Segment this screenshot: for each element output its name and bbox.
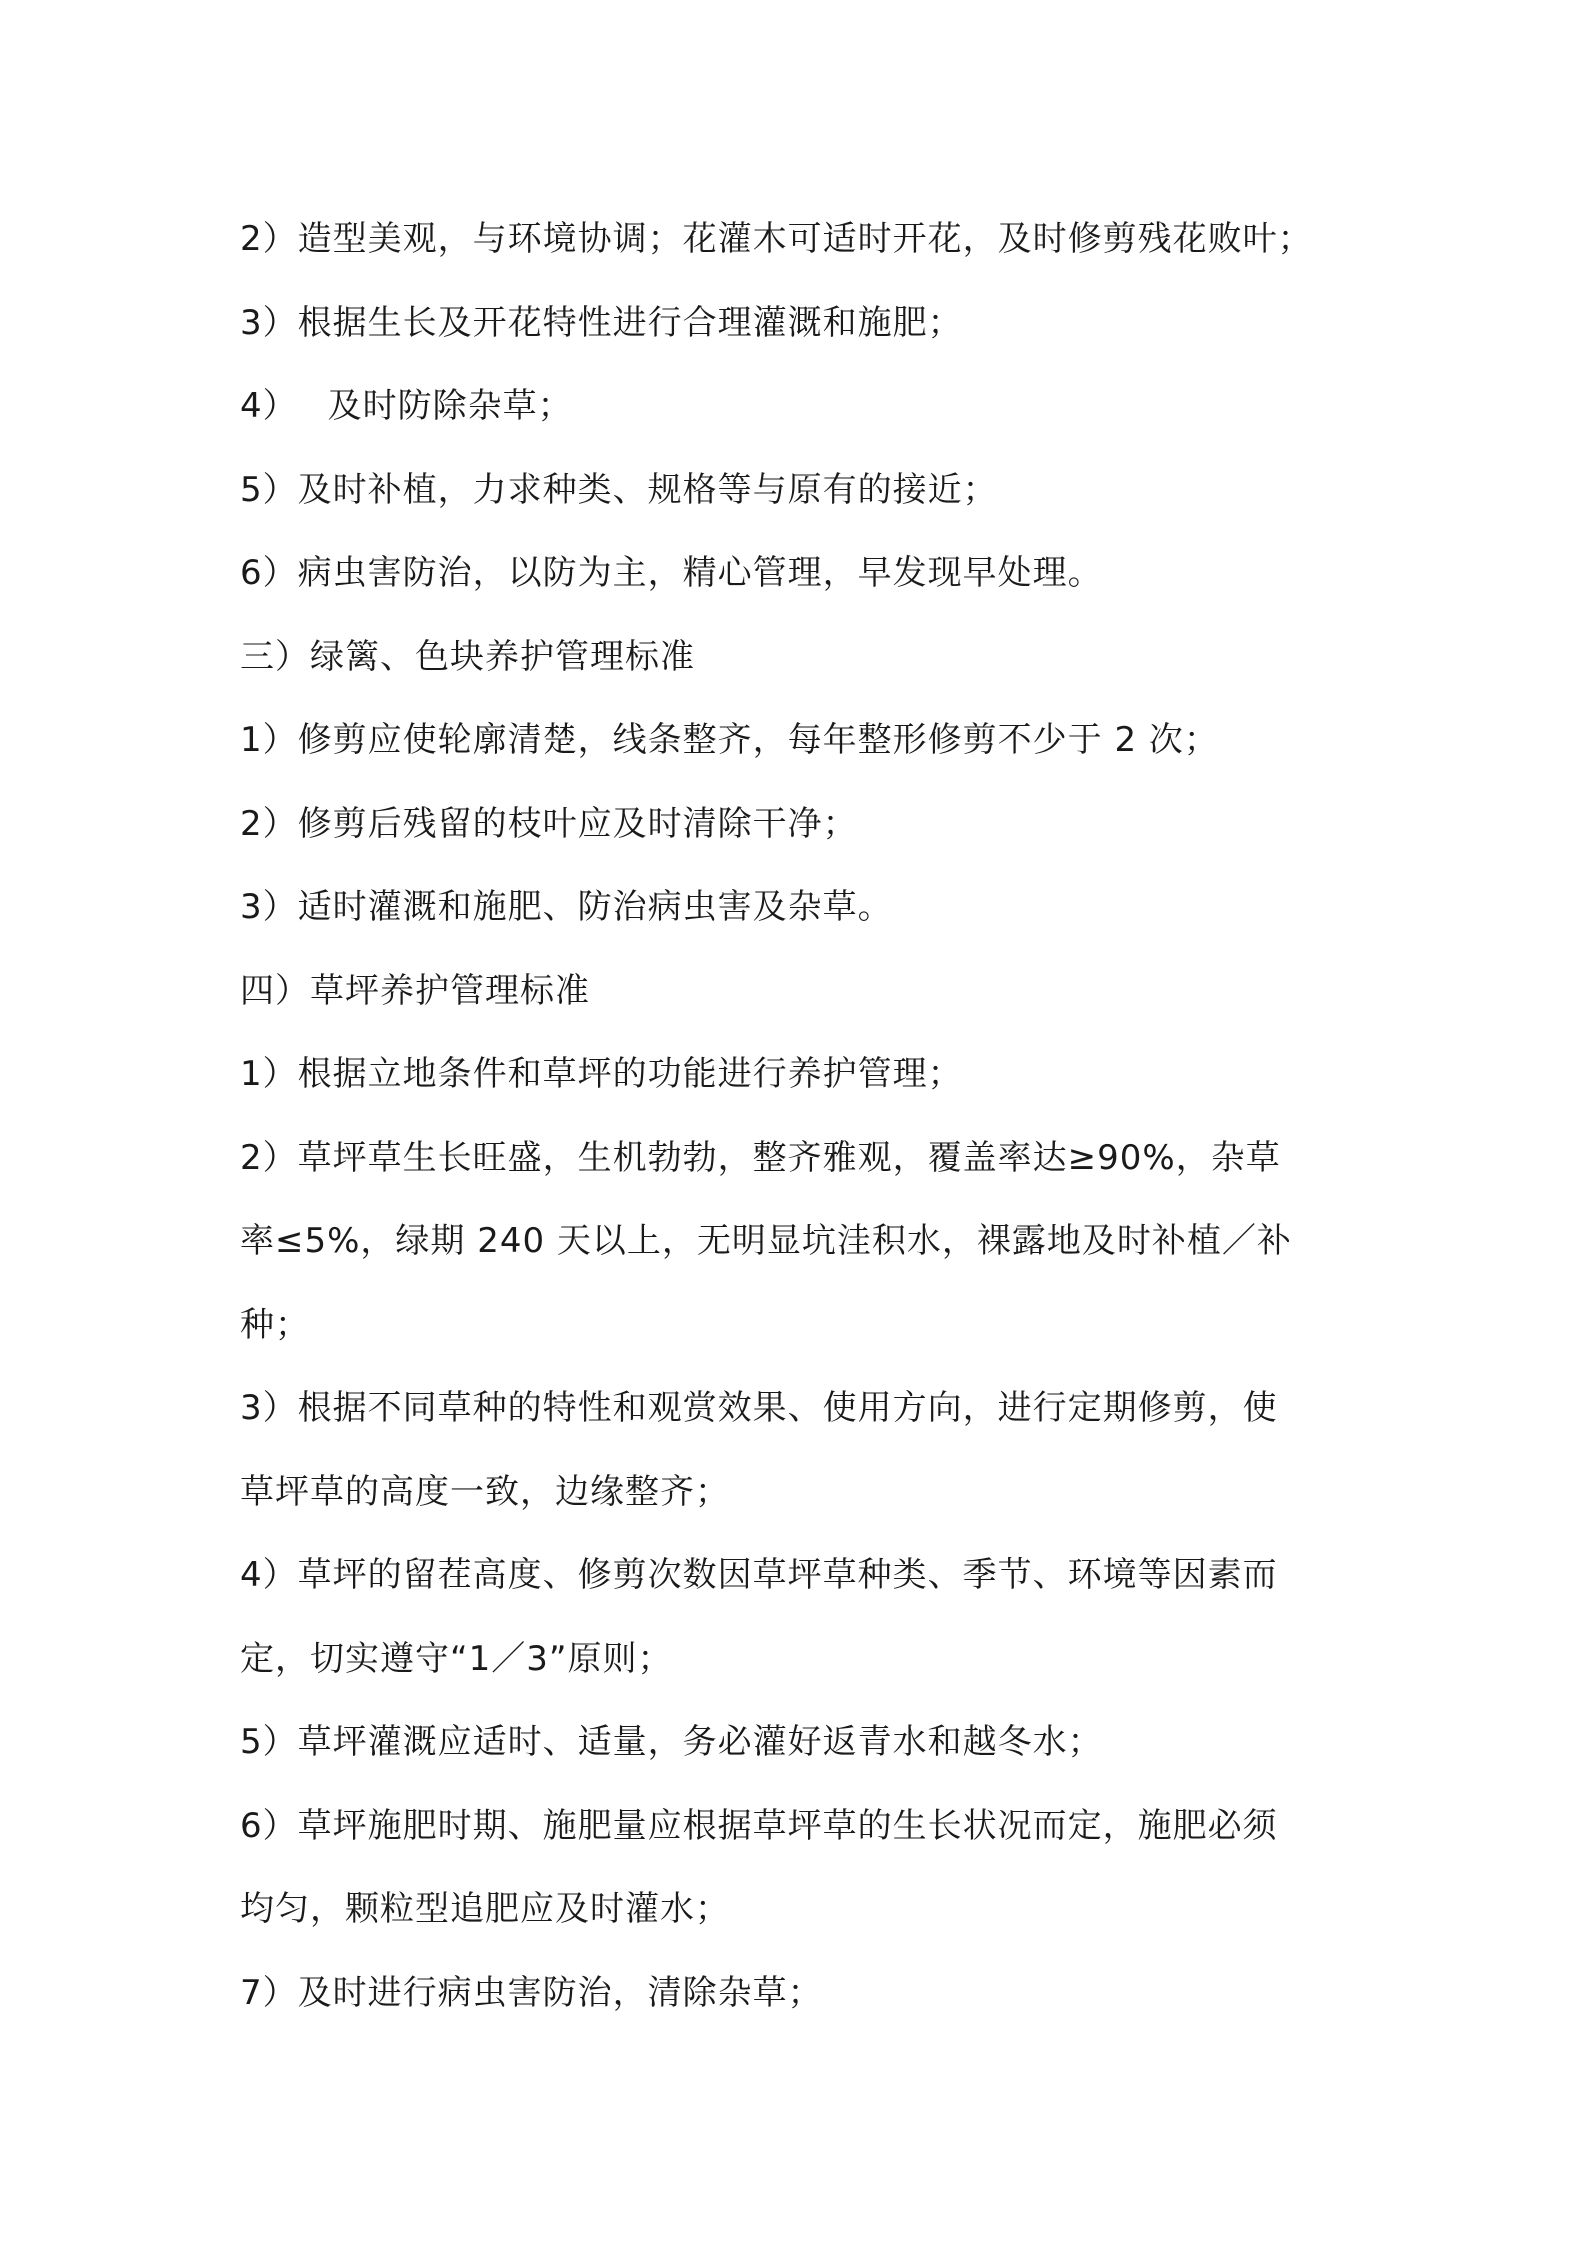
text-line: 2）修剪后残留的枝叶应及时清除干净； (240, 803, 858, 844)
text-line: 2）造型美观，与环境协调；花灌木可适时开花，及时修剪残花败叶； (240, 219, 1313, 259)
text-line: 3）根据生长及开花特性进行合理灌溉和施肥； (240, 302, 963, 343)
text-line: 3）适时灌溉和施肥、防治病虫害及杂草。 (240, 887, 893, 927)
text-line: 种； (240, 1304, 310, 1345)
text-line: 1）修剪应使轮廓清楚，线条整齐，每年整形修剪不少于 2 次； (240, 720, 1219, 760)
text-line: 5）及时补植，力求种类、规格等与原有的接近； (240, 469, 998, 510)
text-line: 4）草坪的留茬高度、修剪次数因草坪草种类、季节、环境等因素而 (240, 1555, 1278, 1595)
text-line: 定，切实遵守“1／3”原则； (240, 1638, 673, 1679)
text-line: 均匀，颗粒型追肥应及时灌水； (240, 1889, 730, 1929)
text-line: 草坪草的高度一致，边缘整齐； (240, 1471, 730, 1512)
text-line (240, 365, 1370, 449)
document-body (240, 198, 1370, 2035)
list-marker: 4） (240, 386, 298, 426)
section-heading: 四）草坪养护管理标准 (240, 970, 590, 1011)
section-heading: 三）绿篱、色块养护管理标准 (240, 636, 695, 677)
text-line: 3）根据不同草种的特性和观赏效果、使用方向，进行定期修剪，使 (240, 1388, 1278, 1428)
list-item-text: 及时防除杂草； (327, 386, 573, 426)
text-line: 6）病虫害防治，以防为主，精心管理，早发现早处理。 (240, 553, 1103, 593)
text-line: 5）草坪灌溉应适时、适量，务必灌好返青水和越冬水； (240, 1722, 1103, 1762)
text-line: 7）及时进行病虫害防治，清除杂草； (240, 1972, 823, 2013)
text-line: 6）草坪施肥时期、施肥量应根据草坪草的生长状况而定，施肥必须 (240, 1805, 1278, 1846)
text-line: 1）根据立地条件和草坪的功能进行养护管理； (240, 1054, 963, 1094)
text-line: 率≤5%，绿期 240 天以上，无明显坑洼积水，裸露地及时补植／补 (240, 1221, 1292, 1261)
text-line: 2）草坪草生长旺盛，生机勃勃，整齐雅观，覆盖率达≥90%，杂草 (240, 1137, 1281, 1178)
